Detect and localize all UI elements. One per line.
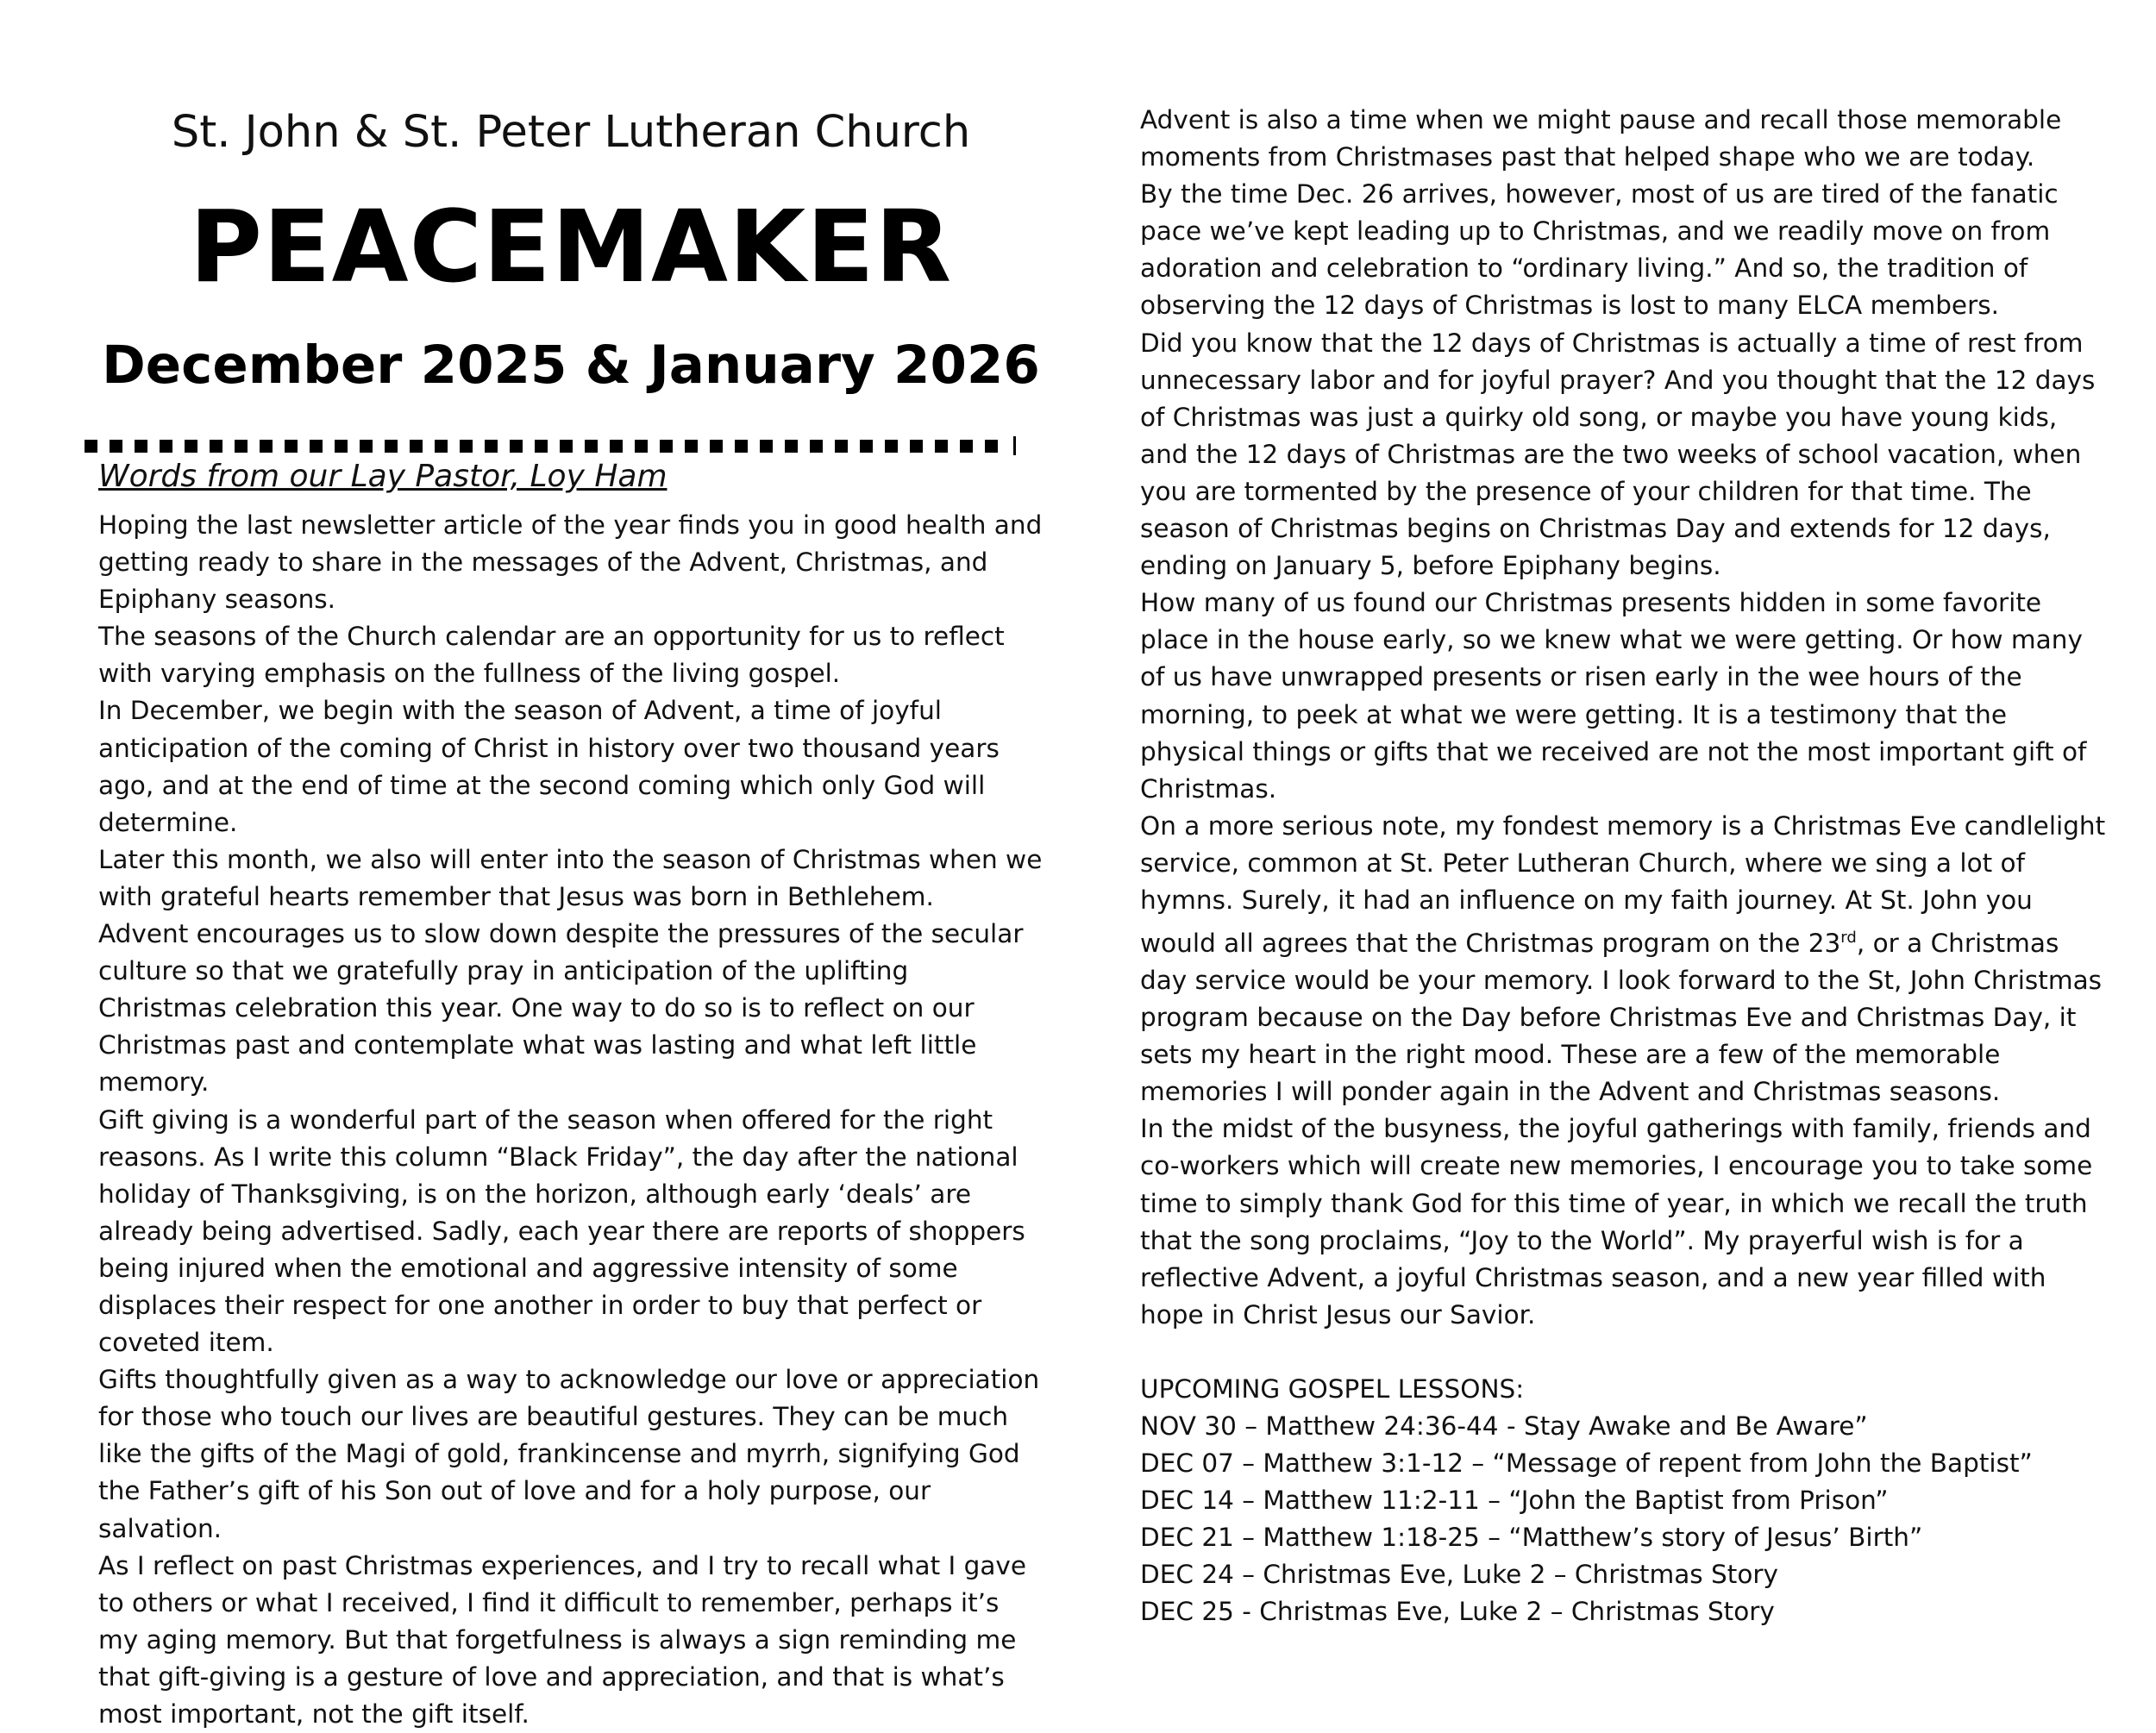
article-paragraph: In December, we begin with the season of Advent, a time of joyful anticipation of the coming of Christ in history over two thousand years ago, and at the end of time at the second coming which only God will determine. (98, 696, 1000, 837)
divider-end-mark (1013, 436, 1016, 455)
memory-text-start: On a more serious note, my fondest memory is a Christmas Eve candlelight service, common at St. Peter Lutheran Church, where we sing a lot of hymns. Surely, it had an influence on my faith journey. At St. John you would all agrees that the Christmas program on the 23 (1140, 810, 2106, 958)
article-paragraph: How many of us found our Christmas presents hidden in some favorite place in the house early, so we knew what we were getting. Or how many of us have unwrapped presents or risen early in the wee hours of the morning, to peek at what we were getting. It is a testimony that the physical things or gifts that we received are not the most important gift of Christmas. (1140, 588, 2087, 804)
article-paragraph: Gift giving is a wonderful part of the season when offered for the right reasons. As I write this column “Black Friday”, the day after the national holiday of Thanksgiving, is on the horizon, although early ‘deals’ are already being advertised. Sadly, each year there are reports of shoppers being injured when the emotional and aggressive intensity of some displaces their respect for one another in order to buy that perfect or coveted item. (98, 1104, 1025, 1358)
article-paragraph: By the time Dec. 26 arrives, however, most of us are tired of the fanatic pace we’ve kept leading up to Christmas, and we readily move on from adoration and celebration to “ordinary living.” And so, the tradition of observing the 12 days of Christmas is lost to many ELCA members. (1140, 179, 2059, 321)
article-heading: Words from our Lay Pastor, Loy Ham (98, 459, 667, 494)
article-paragraph: Gifts thoughtfully given as a way to acknowledge our love or appreciation for those who touch our lives are beautiful gestures. They can be much like the gifts of the Magi of gold, frankincense and myrrh, signifying God the Father’s gift of his Son out of love and for a holy purpose, our salvation. (98, 1365, 1040, 1543)
gospel-lesson-item: DEC 07 – Matthew 3:1-12 – “Message of repent from John the Baptist” (1140, 1448, 2033, 1479)
gospel-lesson-item: NOV 30 – Matthew 24:36-44 - Stay Awake and Be Aware” (1140, 1411, 1868, 1442)
gospel-lessons-heading: UPCOMING GOSPEL LESSONS: (1140, 1373, 1525, 1404)
ordinal-suffix: rd (1840, 929, 1857, 948)
church-name: St. John & St. Peter Lutheran Church (171, 107, 971, 158)
closing-paragraph: In the midst of the busyness, the joyful gatherings with family, friends and co-workers which will create new memories, I encourage you to take some time to simply thank God for this time of year, in which we recall the truth that the song proclaims, “Joy to the World”. My prayerful wish is for a reflective Advent, a joyful Christmas season, and a new year filled with hope in Christ Jesus our Savior. (1140, 1114, 2093, 1329)
article-paragraph: Did you know that the 12 days of Christmas is actually a time of rest from unnecessary labor and for joyful prayer? And you thought that the 12 days of Christmas was just a quirky old song, or maybe you have young kids, and the 12 days of Christmas are the two weeks of school vacation, when you are tormented by the presence of your children for that time. The season of Christmas begins on Christmas Day and extends for 12 days, ending on January 5, before Epiphany begins. (1140, 328, 2096, 581)
issue-date: December 2025 & January 2026 (102, 335, 1040, 396)
gospel-lesson-item: DEC 25 - Christmas Eve, Luke 2 – Christmas Story (1140, 1597, 1775, 1627)
article-paragraph: Hoping the last newsletter article of the year finds you in good health and getting ready to share in the messages of the Advent, Christmas, and Epiphany seasons. (98, 510, 1043, 615)
memory-text-end: , or a Christmas day service would be your memory. I look forward to the St, John Christmas program because on the Day before Christmas Eve and Christmas Day, it sets my heart in the right mood. These are a few of the memorable memories I will ponder again in the Advent and Christmas seasons. (1140, 928, 2103, 1107)
article-paragraph: Later this month, we also will enter into the season of Christmas when we with grateful hearts remember that Jesus was born in Bethlehem. (98, 844, 1043, 911)
article-paragraph: Advent is also a time when we might pause and recall those memorable moments from Christmases past that helped shape who we are today. (1140, 105, 2062, 172)
article-paragraph: Advent encourages us to slow down despite the pressures of the secular culture so that we gratefully pray in anticipation of the uplifting Christmas celebration this year. One way to do so is to reflect on our Christmas past and contemplate what was lasting and what left little memory. (98, 919, 1024, 1098)
gospel-lesson-item: DEC 14 – Matthew 11:2-11 – “John the Baptist from Prison” (1140, 1486, 1889, 1516)
article-paragraph: As I reflect on past Christmas experiences, and I try to recall what I gave to others or what I received, I find it difficult to remember, perhaps it’s my aging memory. But that forgetfulness is always a sign reminding me that gift-giving is a gesture of love and appreciation, and that is what’s most important, not the gift itself. (98, 1550, 1027, 1729)
newsletter-title: PEACEMAKER (189, 190, 953, 305)
gospel-lesson-item: DEC 24 – Christmas Eve, Luke 2 – Christmas Story (1140, 1560, 1778, 1590)
article-paragraph: The seasons of the Church calendar are an opportunity for us to reflect with varying emphasis on the fullness of the living gospel. (98, 622, 1005, 689)
gospel-lesson-item: DEC 21 – Matthew 1:18-25 – “Matthew’s story of Jesus’ Birth” (1140, 1523, 1923, 1553)
memory-paragraph (1140, 808, 2106, 1111)
article-body-right (1140, 102, 2106, 1631)
dashed-divider (85, 440, 1008, 453)
article-body-left (98, 507, 1044, 1733)
spacer (1140, 1334, 2106, 1371)
